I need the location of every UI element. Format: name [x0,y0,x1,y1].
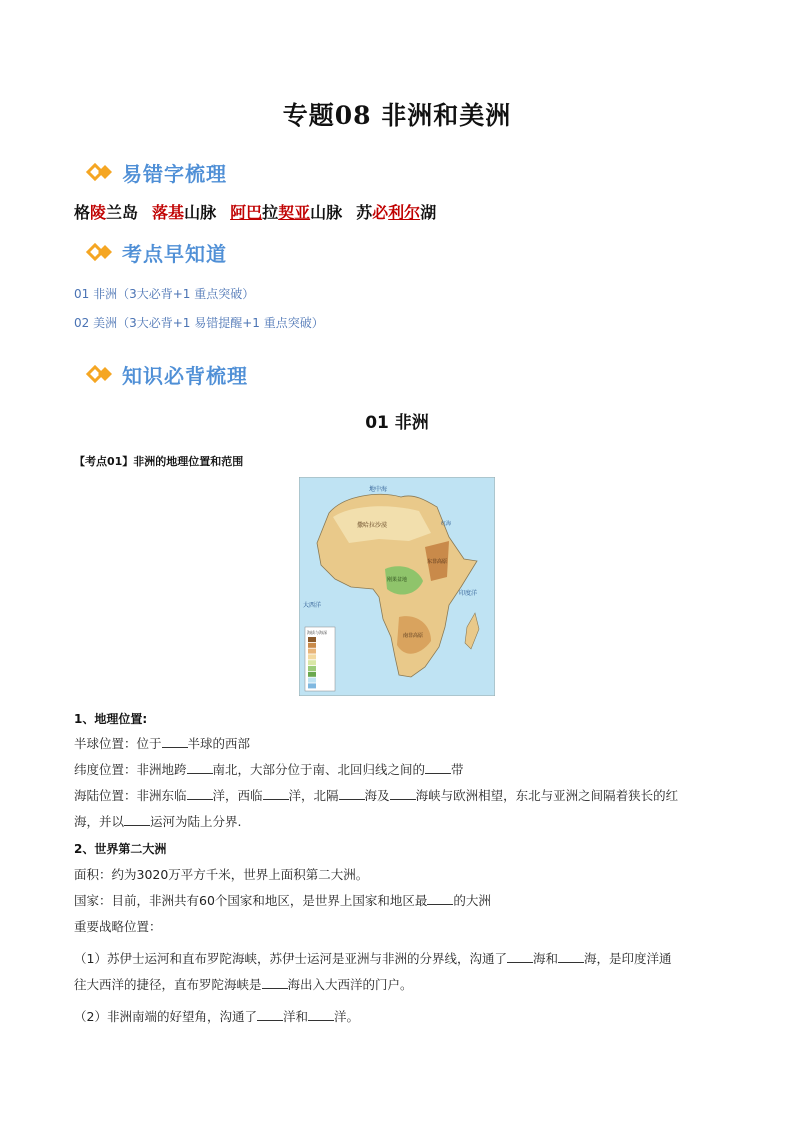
map-label: 东非高原 [427,559,448,565]
line-country [74,888,726,914]
line-sea-land-1 [74,783,726,809]
line-text: 海和 [532,951,558,966]
line-text: 的大洲 [453,893,491,908]
line-text: 洋，西临 [212,788,263,803]
line-hemisphere [74,731,726,757]
line-text: 洋，北隔 [288,788,339,803]
africa-physical-map [299,477,495,696]
answer-blank[interactable] [162,735,188,748]
highlighted-char: 陵 [90,203,107,222]
answer-blank[interactable] [263,787,289,800]
section-label: 易错字梳理 [122,161,227,186]
typo-word [356,203,436,222]
word-text: 山脉 [310,203,343,222]
section-points-heading [84,235,227,269]
legend-swatch [308,672,316,677]
answer-blank[interactable] [390,787,416,800]
line-cape [74,1004,726,1030]
answer-blank[interactable] [339,787,365,800]
word-text: 山脉 [184,203,217,222]
line-suez-2 [74,972,726,998]
page-title: 专题08 非洲和美洲 [282,101,512,130]
map-label: 南非高原 [403,633,424,639]
word-text: 苏 [356,203,373,222]
line-text: 海，并以 [74,814,125,829]
legend-swatch [308,649,316,654]
section-knowledge-heading [84,357,248,391]
highlighted-char: 契亚 [278,203,311,222]
typo-word [230,203,342,222]
map-label: 大西洋 [303,602,322,609]
line-text: 洋和 [282,1009,308,1024]
answer-blank[interactable] [187,761,213,774]
line-text: 纬度位置：非洲地跨 [74,762,187,777]
word-text: 格 [74,203,91,222]
toc-item-africa[interactable]: 01 非洲（3大必背+1 重点突破） [74,287,255,301]
line-latitude [74,757,726,783]
chapter-subtitle: 01 非洲 [365,413,429,433]
line-text: 国家：目前，非洲共有60个国家和地区，是世界上国家和地区最 [74,893,428,908]
line-text: 往大西洋的捷径，直布罗陀海峡是 [74,977,262,992]
heading-second-largest: 2、世界第二大洲 [74,842,167,856]
line-text: （2）非洲南端的好望角，沟通了 [74,1009,257,1024]
typo-word [74,203,138,222]
section-label: 知识必背梳理 [122,363,248,388]
legend-swatch [308,643,316,648]
highlighted-char: 利尔 [388,203,421,222]
line-text: 半球的西部 [187,736,251,751]
line-text: 带 [451,762,464,777]
legend-swatch [308,654,316,659]
legend-swatch [308,678,316,683]
line-text: 海陆位置：非洲东临 [74,788,187,803]
line-text: 海，是印度洋通 [583,951,672,966]
line-text: 南北，大部分位于南、北回归线之间的 [212,762,426,777]
double-diamond-icon [84,159,118,185]
word-text: 拉 [262,203,279,222]
legend-swatch [308,637,316,642]
map-label: 红海 [441,521,452,527]
map-label: 地中海 [369,486,388,493]
map-legend [305,627,335,691]
line-area: 面积：约为3020万平方千米，世界上面积第二大洲。 [74,867,369,882]
line-strategic: 重要战略位置： [74,919,162,934]
highlighted-char: 落基 [152,203,185,222]
line-sea-land-2 [74,809,726,835]
map-label: 印度洋 [459,590,478,597]
answer-blank[interactable] [558,950,584,963]
answer-blank[interactable] [187,787,213,800]
line-text: 海出入大西洋的门户。 [287,977,413,992]
highlighted-char: 必 [372,203,389,222]
legend-swatch [308,666,316,671]
map-label: 刚果盆地 [387,577,408,583]
answer-blank[interactable] [124,813,150,826]
answer-blank[interactable] [308,1008,334,1021]
answer-blank[interactable] [262,976,288,989]
legend-swatch [308,683,316,688]
line-text: 海峡与欧洲相望，东北与亚洲之间隔着狭长的红 [415,788,679,803]
word-text: 兰岛 [106,203,139,222]
line-text: （1）苏伊士运河和直布罗陀海峡，苏伊士运河是亚洲与非洲的分界线，沟通了 [74,951,507,966]
legend-swatch [308,660,316,665]
double-diamond-icon [84,361,118,387]
double-diamond-icon [84,239,118,265]
line-text: 运河为陆上分界. [150,814,242,829]
kaodian-title: 【考点01】非洲的地理位置和范围 [74,455,244,468]
section-label: 考点早知道 [122,241,227,266]
line-text: 半球位置：位于 [74,736,162,751]
answer-blank[interactable] [427,892,453,905]
typo-word-list [74,200,436,223]
answer-blank[interactable] [257,1008,283,1021]
answer-blank[interactable] [425,761,451,774]
line-suez-1 [74,946,726,972]
line-text: 洋。 [333,1009,359,1024]
section-typo-heading [84,155,227,189]
map-label: 撒哈拉沙漠 [357,522,388,529]
heading-geo-position: 1、地理位置: [74,712,148,726]
answer-blank[interactable] [507,950,533,963]
typo-word [152,203,216,222]
highlighted-char: 阿巴 [230,203,263,222]
line-text: 海及 [364,788,390,803]
word-text: 湖 [420,203,437,222]
toc-item-america[interactable]: 02 美洲（3大必背+1 易错提醒+1 重点突破） [74,316,324,330]
legend-title: 海拔与海深 [307,630,327,635]
